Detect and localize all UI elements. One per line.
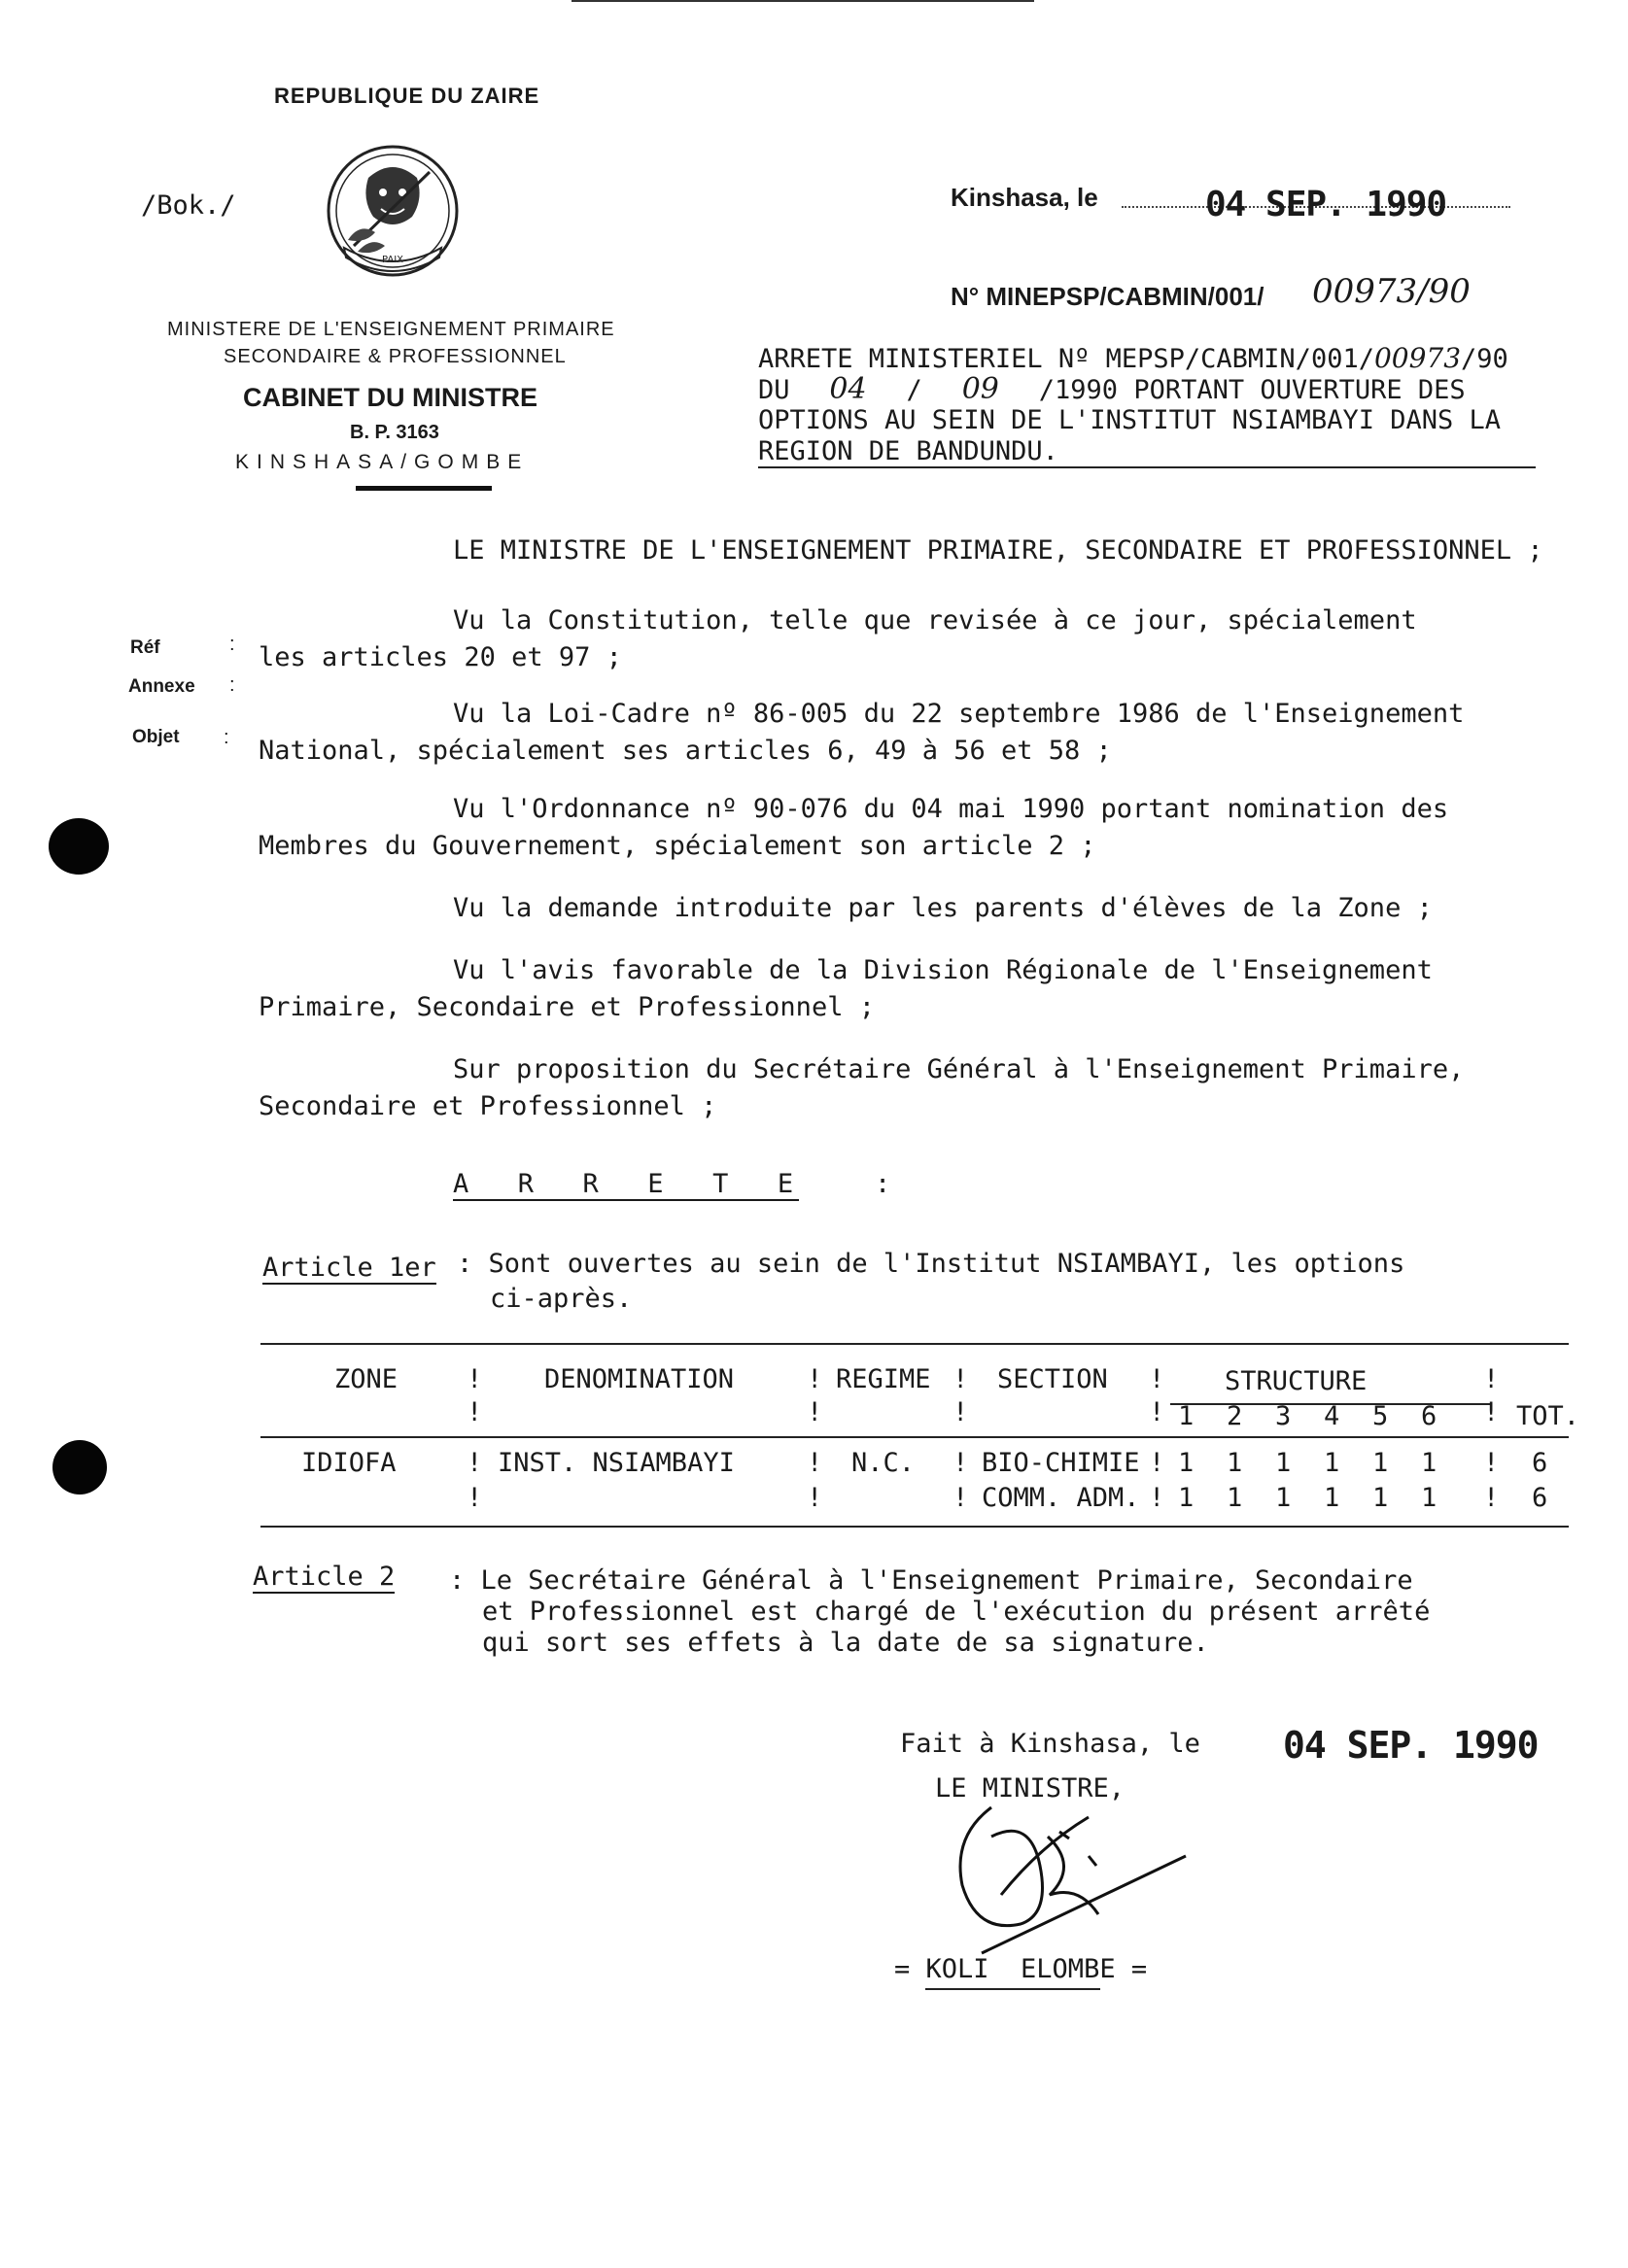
- table-header-tot: TOT.: [1516, 1401, 1580, 1431]
- article-1-label: Article 1er: [262, 1253, 436, 1283]
- table-row-1-tot: 6: [1532, 1448, 1548, 1478]
- table-sep: !: [807, 1448, 823, 1478]
- city-line: KINSHASA/GOMBE: [235, 451, 530, 473]
- ministry-line-1: MINISTERE DE L'ENSEIGNEMENT PRIMAIRE: [167, 319, 615, 340]
- reference-number-handwritten: 00973/90: [1312, 272, 1471, 311]
- palm-branch-icon: [348, 228, 385, 253]
- letterhead-underline: [356, 486, 492, 491]
- ministry-line-2: SECONDAIRE & PROFESSIONNEL: [224, 346, 567, 367]
- table-sep: !: [1149, 1397, 1165, 1427]
- decree-title-line-1: ARRETE MINISTERIEL Nº MEPSP/CABMIN/001/00973/90: [758, 342, 1508, 374]
- leopard-head-icon: [365, 167, 419, 224]
- article-2-label: Article 2: [253, 1562, 396, 1592]
- table-row-1-value-4: 1: [1324, 1448, 1340, 1478]
- table-header-structure: STRUCTURE: [1225, 1366, 1368, 1396]
- table-row-1-value-3: 1: [1275, 1448, 1292, 1478]
- minister-signature: [933, 1778, 1225, 1973]
- margin-label-ref: Réf: [130, 637, 160, 658]
- vu-demande-line: Vu la demande introduite par les parents d'élèves de la Zone ;: [453, 893, 1433, 923]
- place-date-label: Kinshasa, le: [951, 183, 1098, 212]
- table-sep: !: [1483, 1397, 1500, 1427]
- cabinet-heading: CABINET DU MINISTRE: [243, 383, 537, 412]
- table-row-1-value-2: 1: [1227, 1448, 1243, 1478]
- table-sep: !: [467, 1397, 483, 1427]
- table-sep: !: [467, 1483, 483, 1513]
- minister-name: = KOLI ELOMBE =: [894, 1954, 1148, 1984]
- table-row-2-value-5: 1: [1372, 1483, 1389, 1513]
- vu-avis-line-1: Vu l'avis favorable de la Division Régionale de l'Enseignement: [453, 955, 1433, 985]
- table-sep: !: [807, 1364, 823, 1394]
- article-2-text-line-1: : Le Secrétaire Général à l'Enseignement Primaire, Secondaire: [449, 1565, 1413, 1596]
- margin-label-annexe: Annexe: [128, 676, 195, 697]
- table-row-1-denomination: INST. NSIAMBAYI: [498, 1448, 735, 1478]
- fait-a-line: Fait à Kinshasa, le: [900, 1729, 1200, 1759]
- table-row-1-value-6: 1: [1421, 1448, 1437, 1478]
- article-2-text-line-2: et Professionnel est chargé de l'exécution du présent arrêté: [482, 1597, 1431, 1627]
- article-2-text-line-3: qui sort ses effets à la date de sa signature.: [482, 1628, 1209, 1658]
- table-header-regime: REGIME: [836, 1364, 931, 1394]
- table-sep: !: [1149, 1483, 1165, 1513]
- table-row-1-regime: N.C.: [851, 1448, 916, 1478]
- table-top-rule: [260, 1343, 1569, 1345]
- table-row-2-value-6: 1: [1421, 1483, 1437, 1513]
- date-stamp: 04 SEP. 1990: [1205, 185, 1447, 224]
- emblem-motto: PAIX: [381, 255, 404, 265]
- decree-title-line-4: REGION DE BANDUNDU.: [758, 436, 1058, 466]
- structure-col-3: 3: [1275, 1401, 1292, 1431]
- structure-col-5: 5: [1372, 1401, 1389, 1431]
- table-row-2-value-2: 1: [1227, 1483, 1243, 1513]
- table-sep: !: [1149, 1364, 1165, 1394]
- vu-ordonnance-line-2: Membres du Gouvernement, spécialement son article 2 ;: [259, 831, 1096, 861]
- top-edge-line: [572, 0, 1034, 2]
- vu-constitution-line-1: Vu la Constitution, telle que revisée à ce jour, spécialement: [453, 605, 1417, 636]
- table-sep: !: [1483, 1448, 1500, 1478]
- table-row-2-section: COMM. ADM.: [982, 1483, 1140, 1513]
- vu-avis-line-2: Primaire, Secondaire et Professionnel ;: [259, 992, 875, 1022]
- table-row-1-section: BIO-CHIMIE: [982, 1448, 1140, 1478]
- table-header-zone: ZONE: [334, 1364, 398, 1394]
- table-sep: !: [1149, 1448, 1165, 1478]
- structure-col-6: 6: [1421, 1401, 1437, 1431]
- sur-proposition-line-1: Sur proposition du Secrétaire Général à l'Enseignement Primaire,: [453, 1054, 1465, 1084]
- minister-role: LE MINISTRE,: [935, 1773, 1126, 1804]
- table-row-2-tot: 6: [1532, 1483, 1548, 1513]
- structure-col-1: 1: [1178, 1401, 1195, 1431]
- table-sep: !: [953, 1448, 969, 1478]
- vu-loi-cadre-line-1: Vu la Loi-Cadre nº 86-005 du 22 septembre 1986 de l'Enseignement: [453, 699, 1465, 729]
- postal-box: B. P. 3163: [350, 422, 439, 443]
- arrete-heading: A R R E T E: [453, 1169, 800, 1199]
- margin-colon-ref: :: [229, 634, 235, 655]
- table-sep: !: [1483, 1483, 1500, 1513]
- punch-hole-top: [49, 818, 109, 875]
- punch-hole-bottom: [52, 1440, 107, 1495]
- table-row-2-value-4: 1: [1324, 1483, 1340, 1513]
- republic-heading: REPUBLIQUE DU ZAIRE: [274, 84, 540, 108]
- coat-of-arms-emblem: [315, 139, 470, 285]
- table-sep: !: [953, 1397, 969, 1427]
- reference-number-label: N° MINEPSP/CABMIN/001/: [951, 282, 1264, 311]
- article-1-text-line-1: : Sont ouvertes au sein de l'Institut NSIAMBAYI, les options: [457, 1249, 1405, 1279]
- decree-title-underline: [758, 466, 1536, 468]
- ref-mark: /Bok./: [141, 190, 236, 221]
- vu-loi-cadre-line-2: National, spécialement ses articles 6, 49 à 56 et 58 ;: [259, 736, 1112, 766]
- table-sep: !: [807, 1397, 823, 1427]
- sur-proposition-line-2: Secondaire et Professionnel ;: [259, 1091, 717, 1121]
- table-header-section: SECTION: [997, 1364, 1108, 1394]
- table-sep: !: [953, 1364, 969, 1394]
- decree-title-line-2: DU 04 / 09 /1990 PORTANT OUVERTURE DES: [758, 372, 1466, 406]
- table-sep: !: [467, 1448, 483, 1478]
- table-bottom-rule: [260, 1526, 1569, 1528]
- table-sep: !: [467, 1364, 483, 1394]
- table-row-1-value-1: 1: [1178, 1448, 1195, 1478]
- table-row-2-value-3: 1: [1275, 1483, 1292, 1513]
- minister-heading: LE MINISTRE DE L'ENSEIGNEMENT PRIMAIRE, SECONDAIRE ET PROFESSIONNEL ;: [453, 535, 1543, 566]
- margin-colon-objet: :: [224, 727, 229, 748]
- minister-name-underline: [925, 1988, 1100, 1990]
- table-header-denomination: DENOMINATION: [544, 1364, 735, 1394]
- vu-ordonnance-line-1: Vu l'Ordonnance nº 90-076 du 04 mai 1990 portant nomination des: [453, 794, 1449, 824]
- table-row-1-value-5: 1: [1372, 1448, 1389, 1478]
- table-row-2-value-1: 1: [1178, 1483, 1195, 1513]
- decree-title-line-3: OPTIONS AU SEIN DE L'INSTITUT NSIAMBAYI DANS LA: [758, 405, 1502, 435]
- table-sep: !: [1483, 1364, 1500, 1394]
- arrete-colon: :: [875, 1169, 891, 1199]
- vu-constitution-line-2: les articles 20 et 97 ;: [259, 642, 622, 672]
- table-sep: !: [807, 1483, 823, 1513]
- article-1-text-line-2: ci-après.: [490, 1284, 633, 1314]
- table-row-1-zone: IDIOFA: [301, 1448, 397, 1478]
- margin-colon-annexe: :: [229, 674, 235, 696]
- table-sep: !: [953, 1483, 969, 1513]
- table-header-rule: [260, 1436, 1569, 1438]
- signature-date-stamp: 04 SEP. 1990: [1283, 1724, 1539, 1767]
- structure-col-2: 2: [1227, 1401, 1243, 1431]
- margin-label-objet: Objet: [132, 727, 180, 747]
- structure-col-4: 4: [1324, 1401, 1340, 1431]
